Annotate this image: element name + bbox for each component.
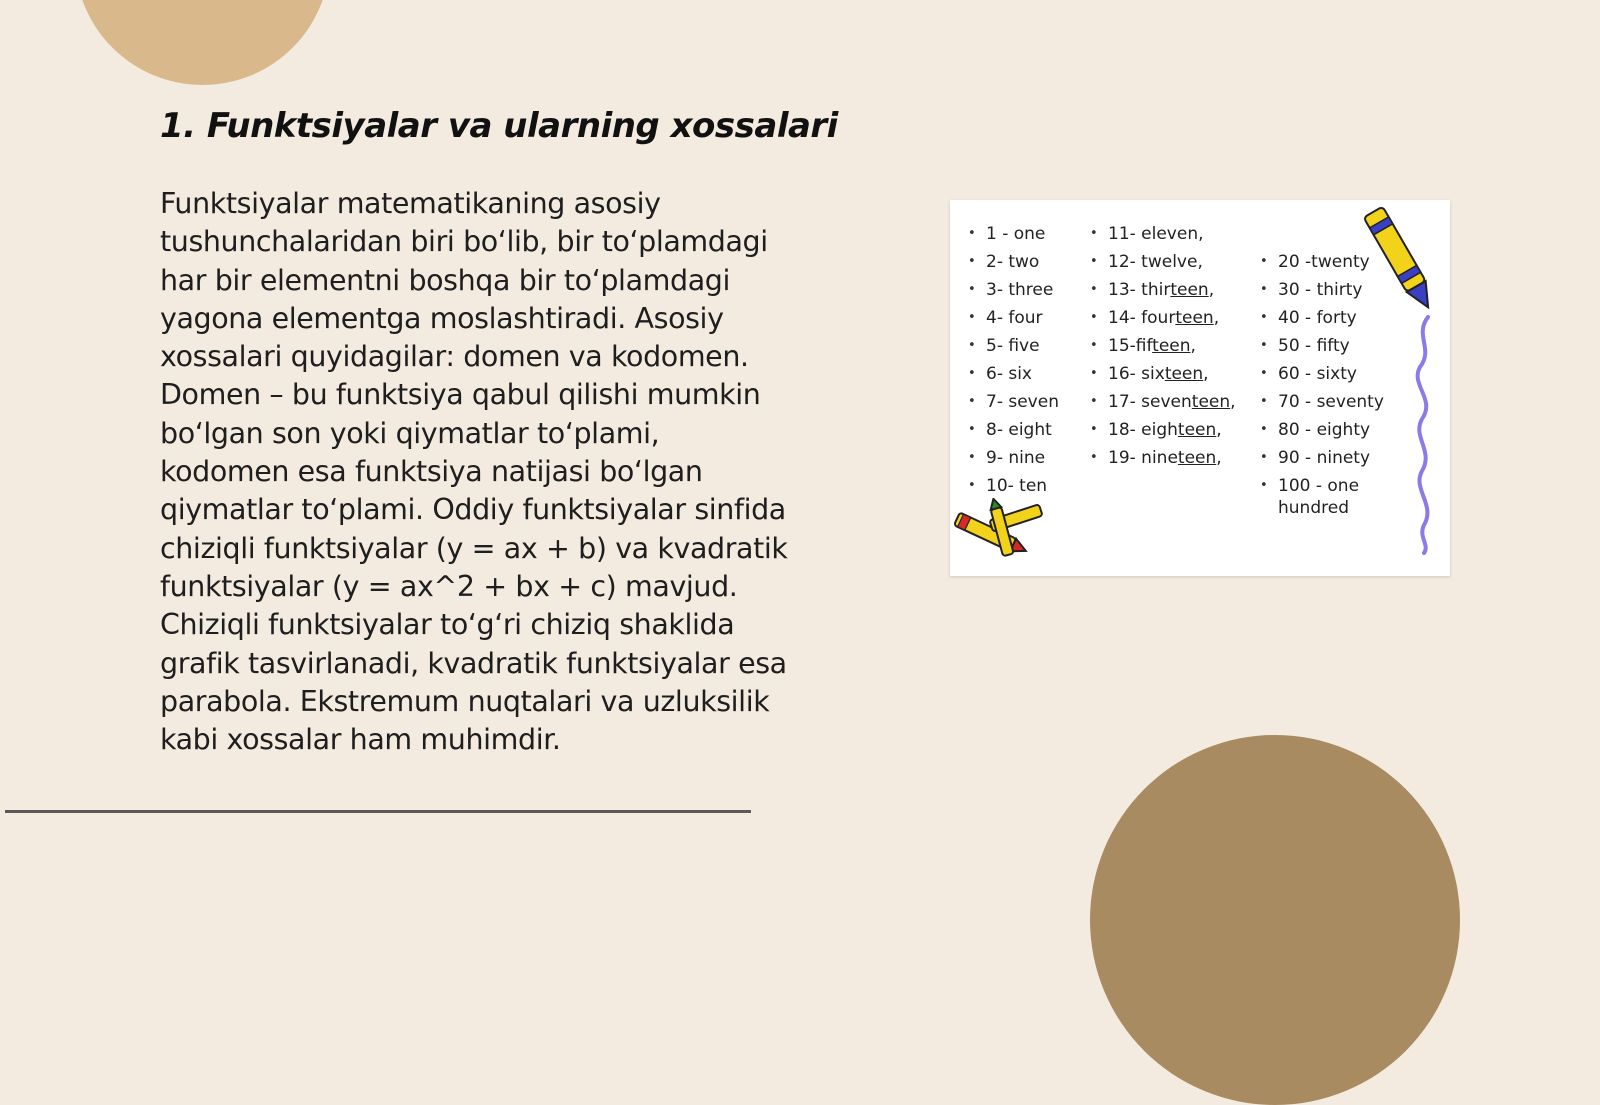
number-suffix: teen [1152, 336, 1191, 356]
body-line: funktsiyalar (y = ax^2 + bx + c) mavjud. [160, 569, 738, 603]
number-item [1090, 360, 1236, 388]
number-prefix: 15-fif [1108, 336, 1153, 356]
crayon-icon [1362, 200, 1442, 320]
number-prefix: 14- four [1108, 308, 1176, 328]
number-comma: , [1203, 364, 1209, 384]
number-prefix: 13- thir [1108, 280, 1171, 300]
body-line: qiymatlar to‘plami. Oddiy funktsiyalar sinfida [160, 493, 786, 527]
body-line: Funktsiyalar matematikaning asosiy [160, 187, 661, 220]
number-item: • 70 - seventy [1260, 388, 1388, 416]
body-line: chiziqli funktsiyalar (y = ax + b) va kvadratik [160, 531, 788, 565]
number-prefix: 11- eleven, [1108, 224, 1204, 244]
number-comma: , [1190, 336, 1196, 356]
number-comma: , [1216, 448, 1222, 468]
number-item [1090, 304, 1236, 332]
body-line: Chiziqli funktsiyalar to‘g‘ri chiziq shaklida [160, 608, 735, 642]
body-line: kodomen esa funktsiya natijasi bo‘lgan [160, 455, 703, 489]
body-line: bo‘lgan son yoki qiymatlar to‘plami, [160, 416, 660, 450]
number-item: • 7- seven [968, 388, 1059, 416]
number-suffix: teen [1191, 392, 1231, 412]
squiggle-line [1410, 315, 1440, 555]
number-suffix: teen [1177, 448, 1217, 468]
number-item: • 1 - one [968, 220, 1059, 248]
numbers-column-1-10 [968, 220, 1059, 500]
number-item: • 20 -twenty [1260, 248, 1388, 276]
number-item [1090, 388, 1236, 416]
body-line: tushunchalaridan biri bo‘lib, bir to‘plamdagi [160, 225, 768, 259]
number-item: • 8- eight [968, 416, 1059, 444]
number-suffix: teen [1164, 364, 1204, 384]
number-comma: , [1216, 420, 1222, 440]
body-line: har bir elementni boshqa bir to‘plamdagi [160, 263, 730, 297]
body-line: grafik tasvirlanadi, kvadratik funktsiyalar esa [160, 646, 787, 680]
number-item: • 6- six [968, 360, 1059, 388]
number-item: • 30 - thirty [1260, 276, 1388, 304]
number-item [1090, 444, 1236, 472]
number-prefix: 16- six [1108, 364, 1165, 384]
body-line: yagona elementga moslashtiradi. Asosiy [160, 301, 724, 335]
number-suffix: teen [1177, 420, 1217, 440]
number-item [1090, 416, 1236, 444]
body-line: Domen – bu funktsiya qabul qilishi mumkin [160, 378, 761, 412]
numbers-image-card [950, 200, 1450, 576]
number-comma: , [1208, 280, 1215, 300]
number-prefix: 12- twelve, [1108, 252, 1203, 272]
number-suffix: teen [1170, 280, 1209, 300]
body-line: parabola. Ekstremum nuqtalari va uzluksilik [160, 684, 770, 718]
number-prefix: 19- nine [1108, 448, 1178, 468]
number-item: • 9- nine [968, 444, 1059, 472]
decorative-circle-top [75, 0, 330, 85]
number-item: • 4- four [968, 304, 1059, 332]
number-item: • 80 - eighty [1260, 416, 1388, 444]
crayon-pile-icon [946, 498, 1056, 568]
number-item [1090, 332, 1236, 360]
number-suffix: teen [1175, 308, 1214, 328]
number-item: • 50 - fifty [1260, 332, 1388, 360]
number-item: • 100 - one hundred [1260, 475, 1388, 519]
slide-title: 1. Funktsiyalar va ularning xossalari [160, 106, 838, 146]
number-prefix: 17- seven [1108, 392, 1192, 412]
body-line: xossalari quyidagilar: domen va kodomen. [160, 340, 749, 374]
number-prefix: 18- eigh [1108, 420, 1178, 440]
number-comma: , [1213, 308, 1220, 328]
number-item [1090, 276, 1236, 304]
numbers-column-11-19 [1090, 220, 1236, 472]
number-item: • 40 - forty [1260, 304, 1388, 332]
decorative-circle-bottom [1090, 735, 1460, 1105]
horizontal-divider [5, 810, 751, 813]
number-item: • 60 - sixty [1260, 360, 1388, 388]
number-item: • 90 - ninety [1260, 444, 1388, 472]
number-comma: , [1230, 392, 1236, 412]
number-item: • 3- three [968, 276, 1059, 304]
number-item: • 2- two [968, 248, 1059, 276]
slide-body-text [160, 185, 850, 759]
number-item [1090, 248, 1236, 276]
number-item: • 5- five [968, 332, 1059, 360]
number-item: • 10- ten [968, 472, 1059, 500]
body-line: kabi xossalar ham muhimdir. [160, 723, 561, 757]
number-item [1090, 220, 1236, 248]
